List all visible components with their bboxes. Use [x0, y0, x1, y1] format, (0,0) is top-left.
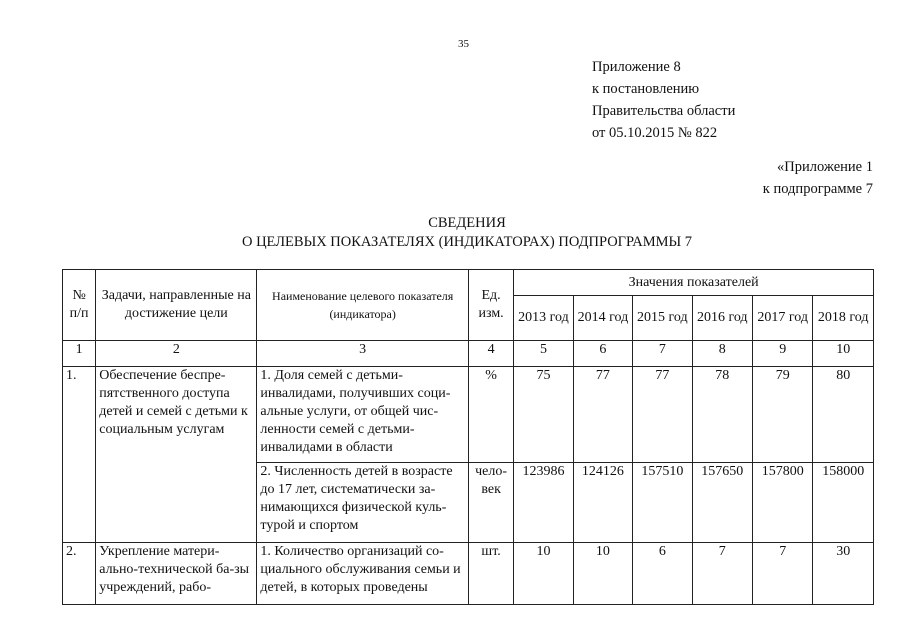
header-year: 2017 год: [752, 296, 812, 341]
column-number: 4: [468, 341, 513, 367]
table-row: [63, 367, 874, 463]
row-unit: чело-век: [468, 463, 513, 543]
header-year: 2014 год: [573, 296, 632, 341]
header-year: 2015 год: [633, 296, 692, 341]
row-num: 1.: [63, 367, 96, 543]
row-task: Укрепление матери-ально-технической ба-зы учреждений, рабо-: [96, 543, 257, 605]
column-number: 5: [514, 341, 573, 367]
row-value: 123986: [514, 463, 573, 543]
indicators-table: [62, 269, 874, 605]
column-number: 2: [96, 341, 257, 367]
column-number: 6: [573, 341, 632, 367]
row-value: 30: [813, 543, 874, 605]
row-task: Обеспечение беспре-пятственного доступа детей и семей с детьми к социальным услугам: [96, 367, 257, 543]
row-value: 157800: [752, 463, 812, 543]
row-value: 157510: [633, 463, 692, 543]
row-unit: шт.: [468, 543, 513, 605]
page-number: 35: [458, 38, 469, 50]
row-value: 77: [633, 367, 692, 463]
row-value: 7: [692, 543, 752, 605]
row-value: 77: [573, 367, 632, 463]
header-year: 2016 год: [692, 296, 752, 341]
row-indicator: 2. Численность детей в возрасте до 17 лет, систематически за-нимающихся физической куль-турой и спортом: [257, 463, 469, 543]
header-unit: Ед. изм.: [468, 270, 513, 341]
header-values: Значения показателей: [514, 270, 874, 296]
column-number: 3: [257, 341, 469, 367]
row-value: 75: [514, 367, 573, 463]
column-numbers-row: [63, 341, 874, 367]
reference-line: к подпрограмме 7: [762, 181, 873, 197]
column-number: 7: [633, 341, 692, 367]
row-value: 80: [813, 367, 874, 463]
header-year: 2018 год: [813, 296, 874, 341]
row-indicator: 1. Количество организаций со-циального обслуживания семьи и детей, в которых проведены: [257, 543, 469, 605]
title-line: СВЕДЕНИЯ: [428, 215, 506, 231]
title-line: О ЦЕЛЕВЫХ ПОКАЗАТЕЛЯХ (ИНДИКАТОРАХ) ПОДПРОГРАММЫ 7: [241, 234, 693, 250]
table-row: [63, 543, 874, 605]
subprogram-reference: [763, 156, 873, 200]
column-number: 10: [813, 341, 874, 367]
reference-line: «Приложение 1: [777, 159, 873, 175]
appendix-line: от 05.10.2015 № 822: [592, 125, 718, 141]
row-value: 6: [633, 543, 692, 605]
row-value: 7: [752, 543, 812, 605]
row-value: 78: [692, 367, 752, 463]
header-task: Задачи, направленные на достижение цели: [96, 270, 257, 341]
row-value: 124126: [573, 463, 632, 543]
column-number: 1: [63, 341, 96, 367]
header-year: 2013 год: [514, 296, 573, 341]
appendix-line: Правительства области: [592, 103, 736, 119]
appendix-block: [592, 56, 735, 144]
column-number: 9: [752, 341, 812, 367]
row-num: 2.: [63, 543, 96, 605]
document-title: [0, 214, 905, 252]
row-value: 79: [752, 367, 812, 463]
column-number: 8: [692, 341, 752, 367]
row-value: 158000: [813, 463, 874, 543]
header-num: № п/п: [63, 270, 96, 341]
header-row: [63, 270, 874, 296]
header-indicator: Наименование целевого показателя (индикатора): [257, 270, 469, 341]
row-value: 157650: [692, 463, 752, 543]
appendix-line: к постановлению: [592, 81, 700, 97]
appendix-line: Приложение 8: [592, 59, 681, 75]
row-indicator: 1. Доля семей с детьми-инвалидами, получивших соци-альные услуги, от общей чис-ленности семей с детьми-инвалидами в области: [257, 367, 469, 463]
row-value: 10: [514, 543, 573, 605]
row-value: 10: [573, 543, 632, 605]
row-unit: %: [468, 367, 513, 463]
